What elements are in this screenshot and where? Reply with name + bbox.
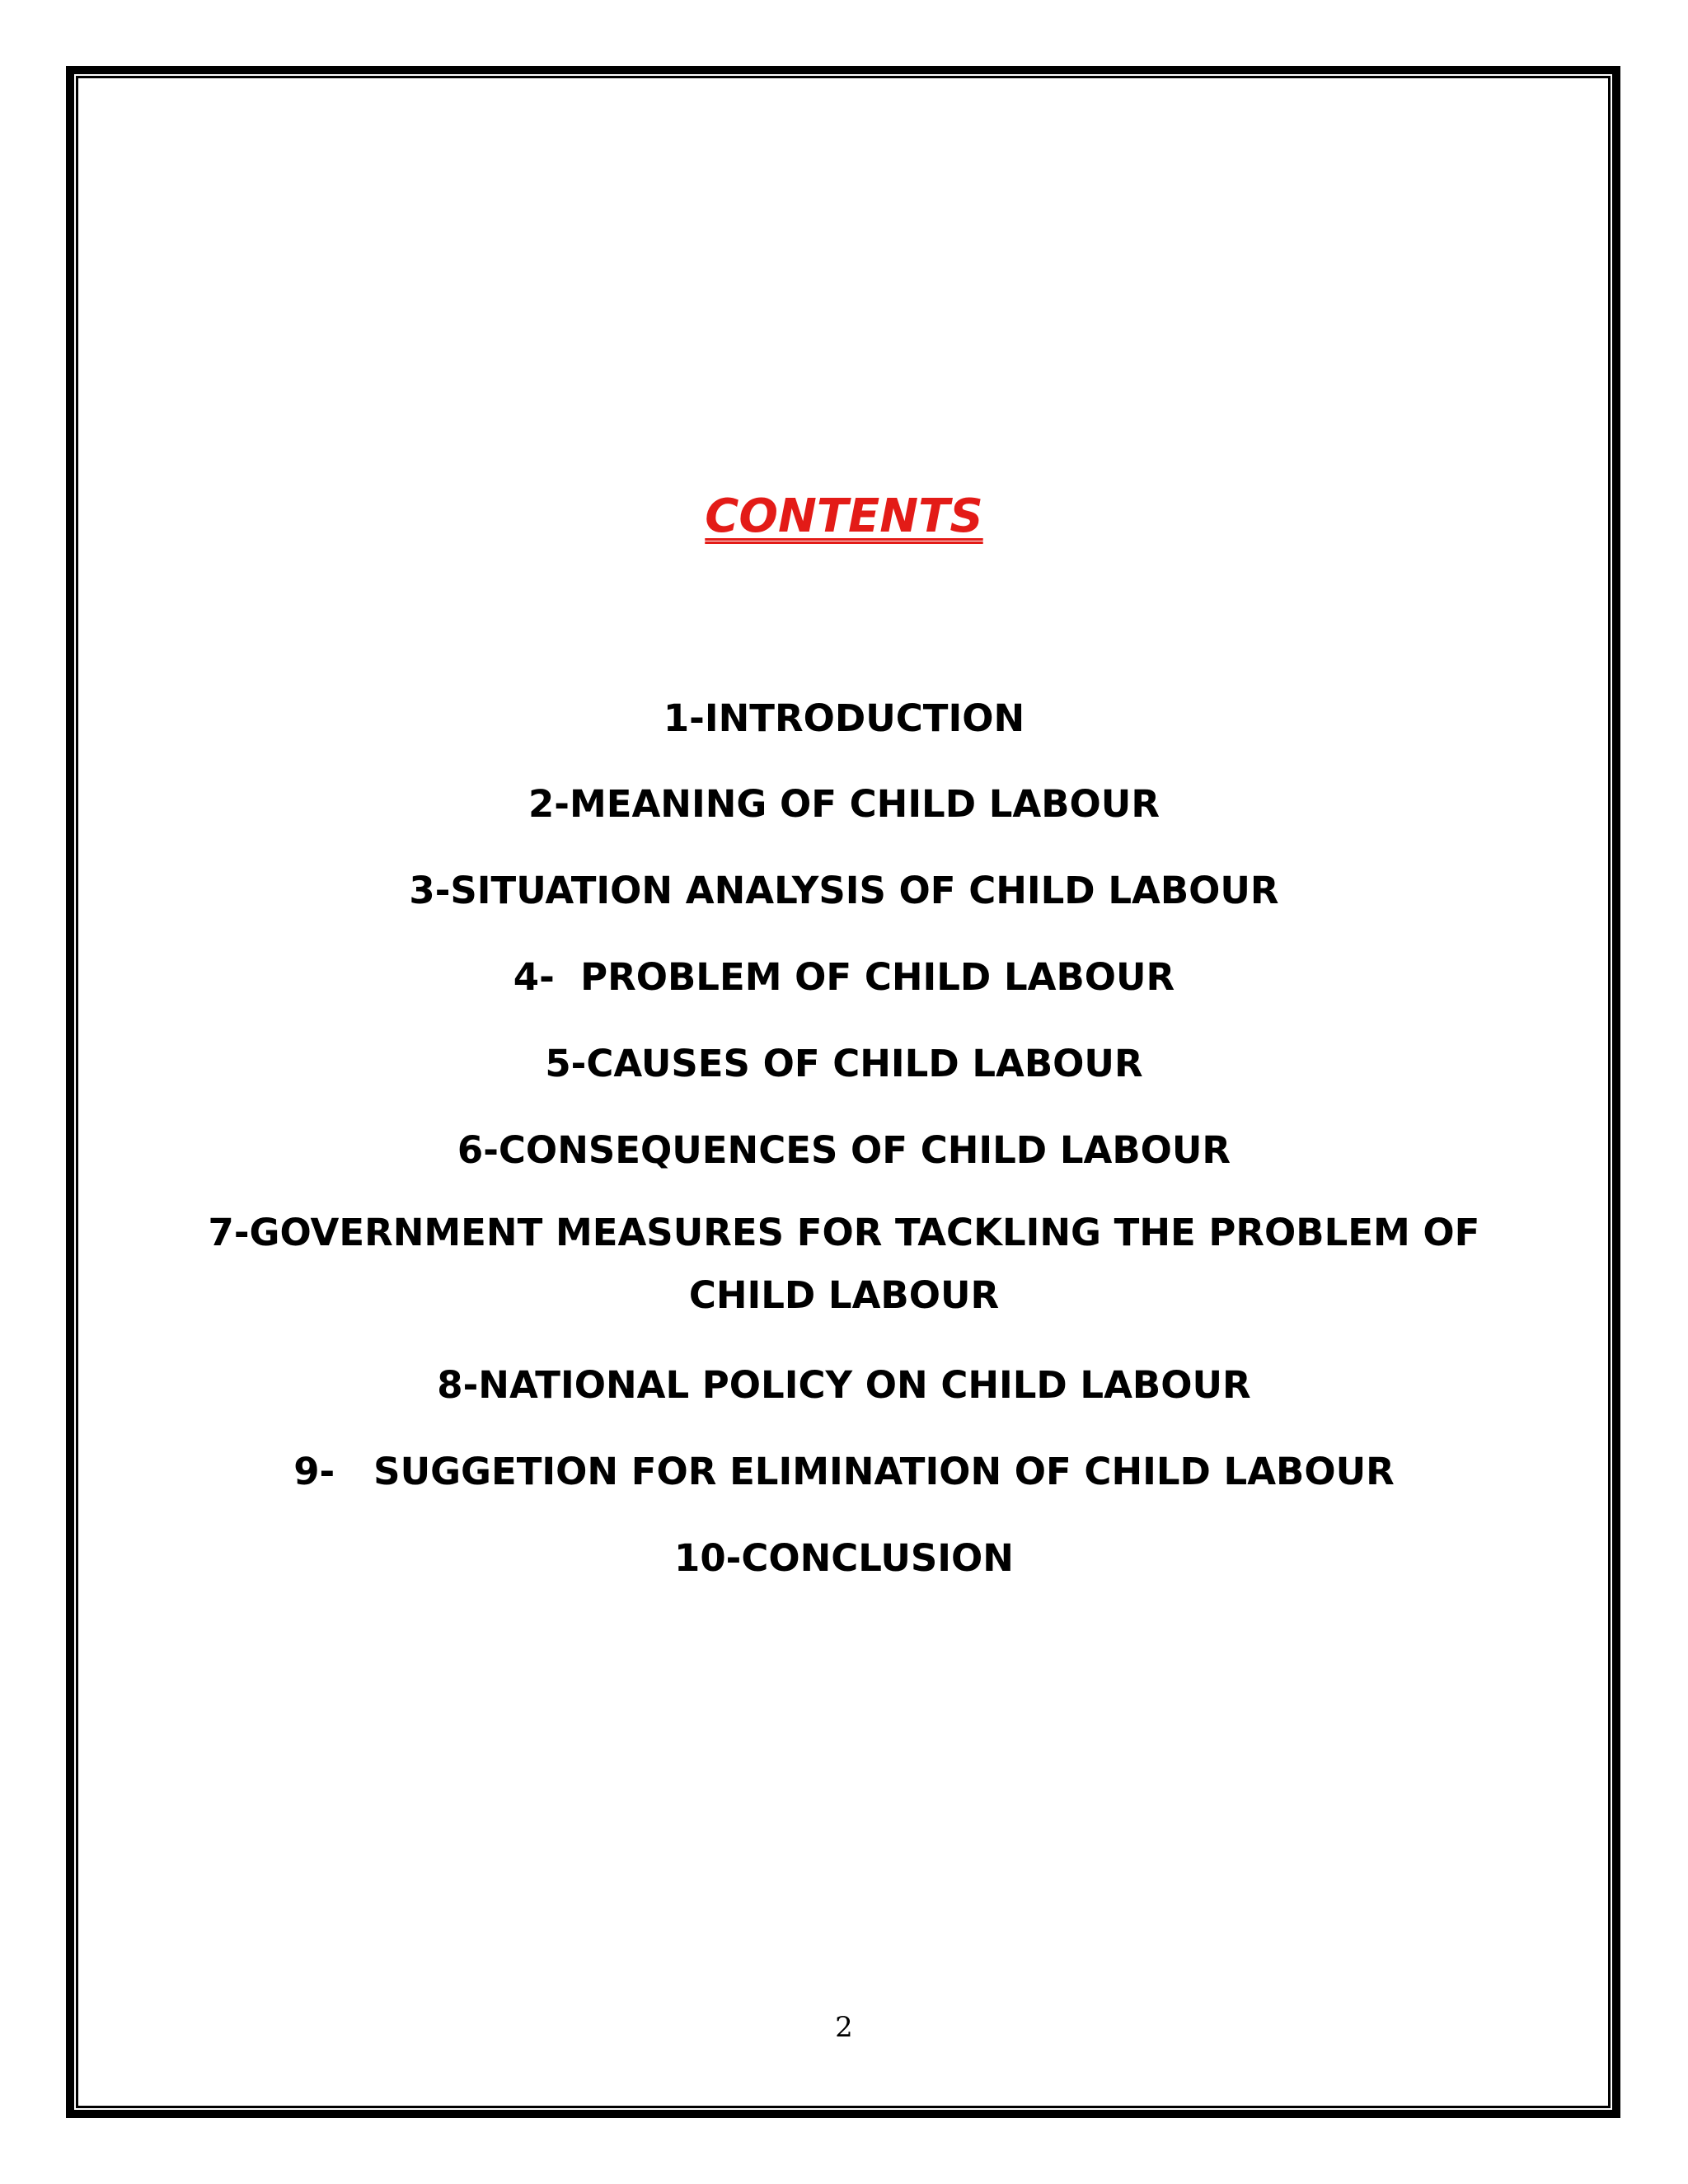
toc-entry-meaning: 2-MEANING OF CHILD LABOUR [528, 782, 1160, 826]
contents-heading-text: CONTENTS [705, 490, 983, 543]
toc-entry-causes: 5-CAUSES OF CHILD LABOUR [545, 1042, 1143, 1085]
toc-entry-government-measures-cont: CHILD LABOUR [688, 1273, 1000, 1317]
toc-entry-situation-analysis: 3-SITUATION ANALYSIS OF CHILD LABOUR [409, 869, 1279, 912]
toc-entry-national-policy: 8-NATIONAL POLICY ON CHILD LABOUR [437, 1363, 1251, 1407]
toc-entry-government-measures: 7-GOVERNMENT MEASURES FOR TACKLING THE PROBLEM OF [208, 1211, 1480, 1254]
page-border-inner [76, 76, 1611, 2108]
toc-entry-conclusion: 10-CONCLUSION [674, 1536, 1014, 1580]
toc-entry-introduction: 1-INTRODUCTION [663, 696, 1025, 740]
page-number: 2 [835, 2011, 853, 2044]
contents-heading [0, 488, 1688, 546]
toc-entry-suggestion: 9- SUGGETION FOR ELIMINATION OF CHILD LABOUR [293, 1450, 1395, 1493]
toc-entry-problem: 4- PROBLEM OF CHILD LABOUR [513, 955, 1175, 999]
toc-entry-consequences: 6-CONSEQUENCES OF CHILD LABOUR [457, 1128, 1231, 1172]
